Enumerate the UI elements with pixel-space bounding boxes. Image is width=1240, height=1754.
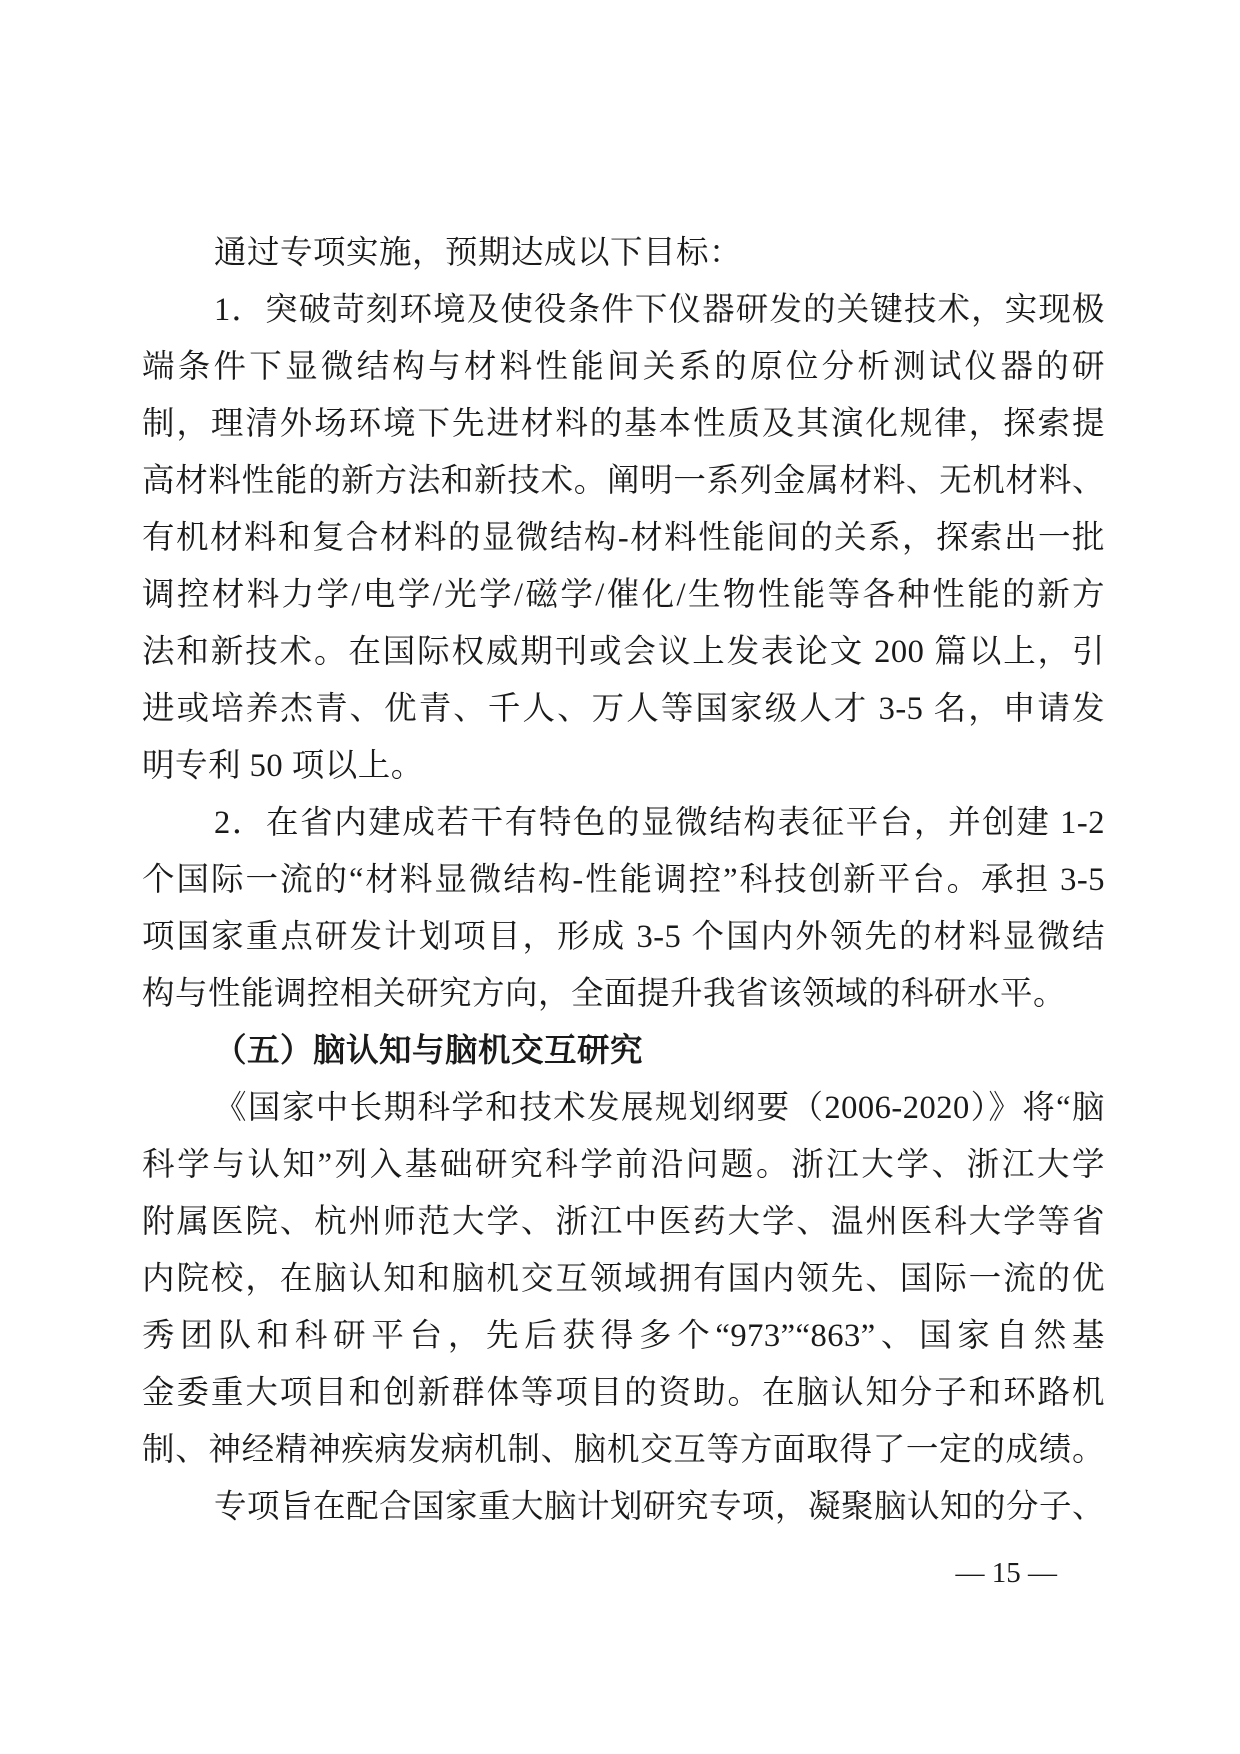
text-line: 秀团队和科研平台，先后获得多个“973”“863”、国家自然基 [142,1318,1105,1354]
text-line: 制，理清外场环境下先进材料的基本性质及其演化规律，探索提 [142,406,1105,442]
text-line: 2．在省内建成若干有特色的显微结构表征平台，并创建 1-2 [214,805,1105,841]
text-line: 金委重大项目和创新群体等项目的资助。在脑认知分子和环路机 [142,1375,1105,1411]
document-text-block [142,225,1105,1536]
text-line: 端条件下显微结构与材料性能间关系的原位分析测试仪器的研 [142,349,1105,385]
page-number: — 15 — [955,1557,1057,1589]
text-line: 构与性能调控相关研究方向，全面提升我省该领域的科研水平。 [142,976,1067,1012]
text-line: 附属医院、杭州师范大学、浙江中医药大学、温州医科大学等省 [142,1204,1105,1240]
text-line: 法和新技术。在国际权威期刊或会议上发表论文 200 篇以上，引 [142,634,1105,670]
text-line: 个国际一流的“材料显微结构-性能调控”科技创新平台。承担 3-5 [142,862,1105,898]
text-line: 1．突破苛刻环境及使役条件下仪器研发的关键技术，实现极 [214,292,1105,328]
text-line: 项国家重点研发计划项目，形成 3-5 个国内外领先的材料显微结 [142,919,1105,955]
text-line: 制、神经精神疾病发病机制、脑机交互等方面取得了一定的成绩。 [142,1432,1105,1468]
text-line: 专项旨在配合国家重大脑计划研究专项，凝聚脑认知的分子、 [214,1489,1105,1525]
text-line: 有机材料和复合材料的显微结构-材料性能间的关系，探索出一批 [142,520,1105,556]
text-line: 高材料性能的新方法和新技术。阐明一系列金属材料、无机材料、 [142,463,1105,499]
text-line: 明专利 50 项以上。 [142,748,424,784]
text-line: 《国家中长期科学和技术发展规划纲要（2006-2020）》将“脑 [214,1090,1105,1126]
text-line: 通过专项实施，预期达成以下目标： [214,235,743,271]
text-line: 调控材料力学/电学/光学/磁学/催化/生物性能等各种性能的新方 [142,577,1105,613]
text-line: 科学与认知”列入基础研究科学前沿问题。浙江大学、浙江大学 [142,1147,1105,1183]
section-heading: （五）脑认知与脑机交互研究 [214,1033,644,1069]
text-line: 进或培养杰青、优青、千人、万人等国家级人才 3-5 名，申请发 [142,691,1105,727]
text-line: 内院校，在脑认知和脑机交互领域拥有国内领先、国际一流的优 [142,1261,1105,1297]
